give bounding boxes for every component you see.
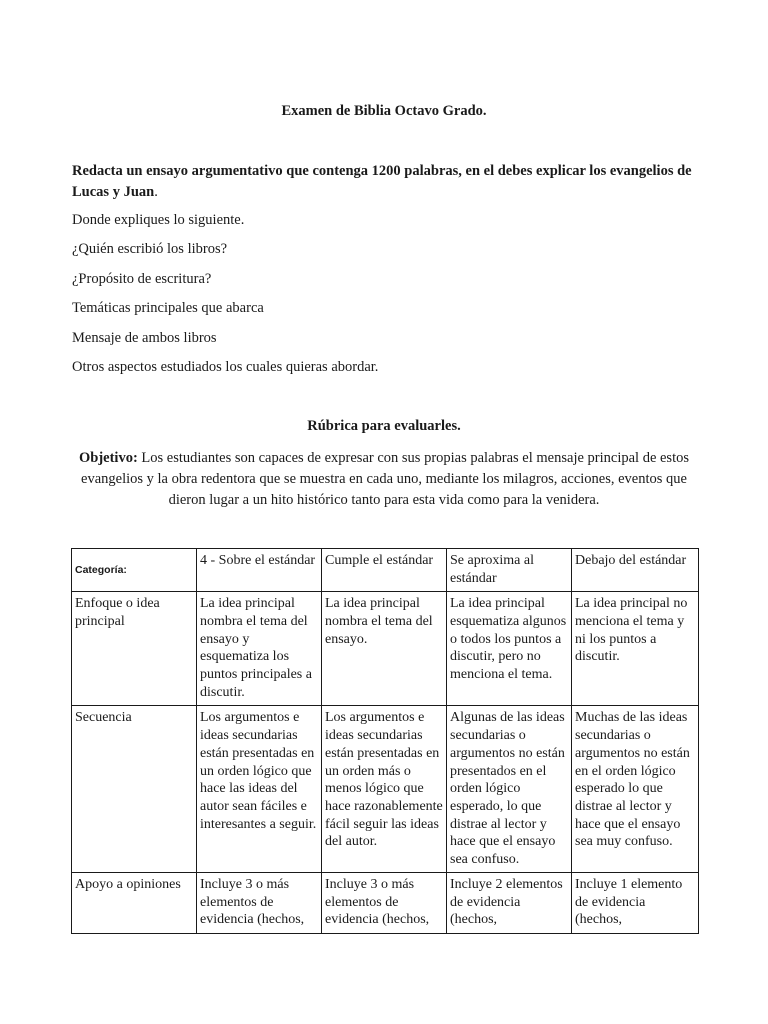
row-category: Secuencia (72, 706, 197, 872)
row-category: Enfoque o idea principal (72, 592, 197, 706)
table-cell: La idea principal nombra el tema del ensayo. (322, 592, 447, 706)
row-category: Apoyo a opiniones (72, 872, 197, 933)
table-cell: Incluye 2 elementos de evidencia (hechos, (447, 872, 572, 933)
instruction-line: Temáticas principales que abarca (72, 300, 264, 316)
document-title: Examen de Biblia Octavo Grado. (281, 103, 487, 119)
header-level-approaches: Se aproxima al estándar (447, 549, 572, 592)
table-cell: Muchas de las ideas secundarias o argumentos no están en el orden lógico esperado lo que distrae al lector y hace que el ensayo sea muy confuso. (572, 706, 699, 872)
table-cell: La idea principal nombra el tema del ensayo y esquematiza los puntos principales a discutir. (197, 592, 322, 706)
table-cell: Los argumentos e ideas secundarias están presentadas en un orden lógico que hace las ideas del autor sean fáciles e interesantes a seguir. (197, 706, 322, 872)
instruction-line: ¿Propósito de escritura? (72, 271, 212, 287)
essay-prompt-end: . (154, 184, 158, 200)
objective-text: Los estudiantes son capaces de expresar con sus propias palabras el mensaje principal de estos evangelios y la obra redentora que se muestra en cada uno, mediante los milagros, acciones, eventos que dieron lugar a un hito histórico tanto para esta vida como para la venidera. (81, 450, 690, 508)
header-level-meets: Cumple el estándar (322, 549, 447, 592)
table-row (72, 706, 699, 872)
rubric-title: Rúbrica para evaluarles. (307, 418, 461, 434)
rubric-table (71, 548, 699, 934)
table-cell: La idea principal no menciona el tema y ni los puntos a discutir. (572, 592, 699, 706)
essay-prompt (72, 161, 702, 203)
table-cell: Incluye 3 o más elementos de evidencia (hechos, (322, 872, 447, 933)
instruction-line: Otros aspectos estudiados los cuales quieras abordar. (72, 359, 379, 375)
table-row (72, 592, 699, 706)
objective-label: Objetivo: (78, 450, 138, 466)
instruction-line: ¿Quién escribió los libros? (72, 241, 228, 257)
objective-paragraph (76, 448, 692, 511)
table-row (72, 872, 699, 933)
rubric-header-row (72, 549, 699, 592)
header-category: Categoría: (72, 549, 197, 592)
table-cell: Incluye 1 elemento de evidencia (hechos, (572, 872, 699, 933)
header-level-below: Debajo del estándar (572, 549, 699, 592)
table-cell: Los argumentos e ideas secundarias están presentadas en un orden más o menos lógico que hace razonablemente fácil seguir las ideas del autor. (322, 706, 447, 872)
header-level-4: 4 - Sobre el estándar (197, 549, 322, 592)
instruction-line: Mensaje de ambos libros (72, 330, 217, 346)
instruction-line: Donde expliques lo siguiente. (72, 212, 245, 228)
essay-prompt-text: Redacta un ensayo argumentativo que contenga 1200 palabras, en el debes explicar los evangelios de Lucas y Juan (72, 163, 692, 200)
table-cell: Incluye 3 o más elementos de evidencia (hechos, (197, 872, 322, 933)
table-cell: Algunas de las ideas secundarias o argumentos no están presentados en el orden lógico esperado, lo que distrae al lector y hace que el ensayo sea confuso. (447, 706, 572, 872)
table-cell: La idea principal esquematiza algunos o todos los puntos a discutir, pero no menciona el tema. (447, 592, 572, 706)
